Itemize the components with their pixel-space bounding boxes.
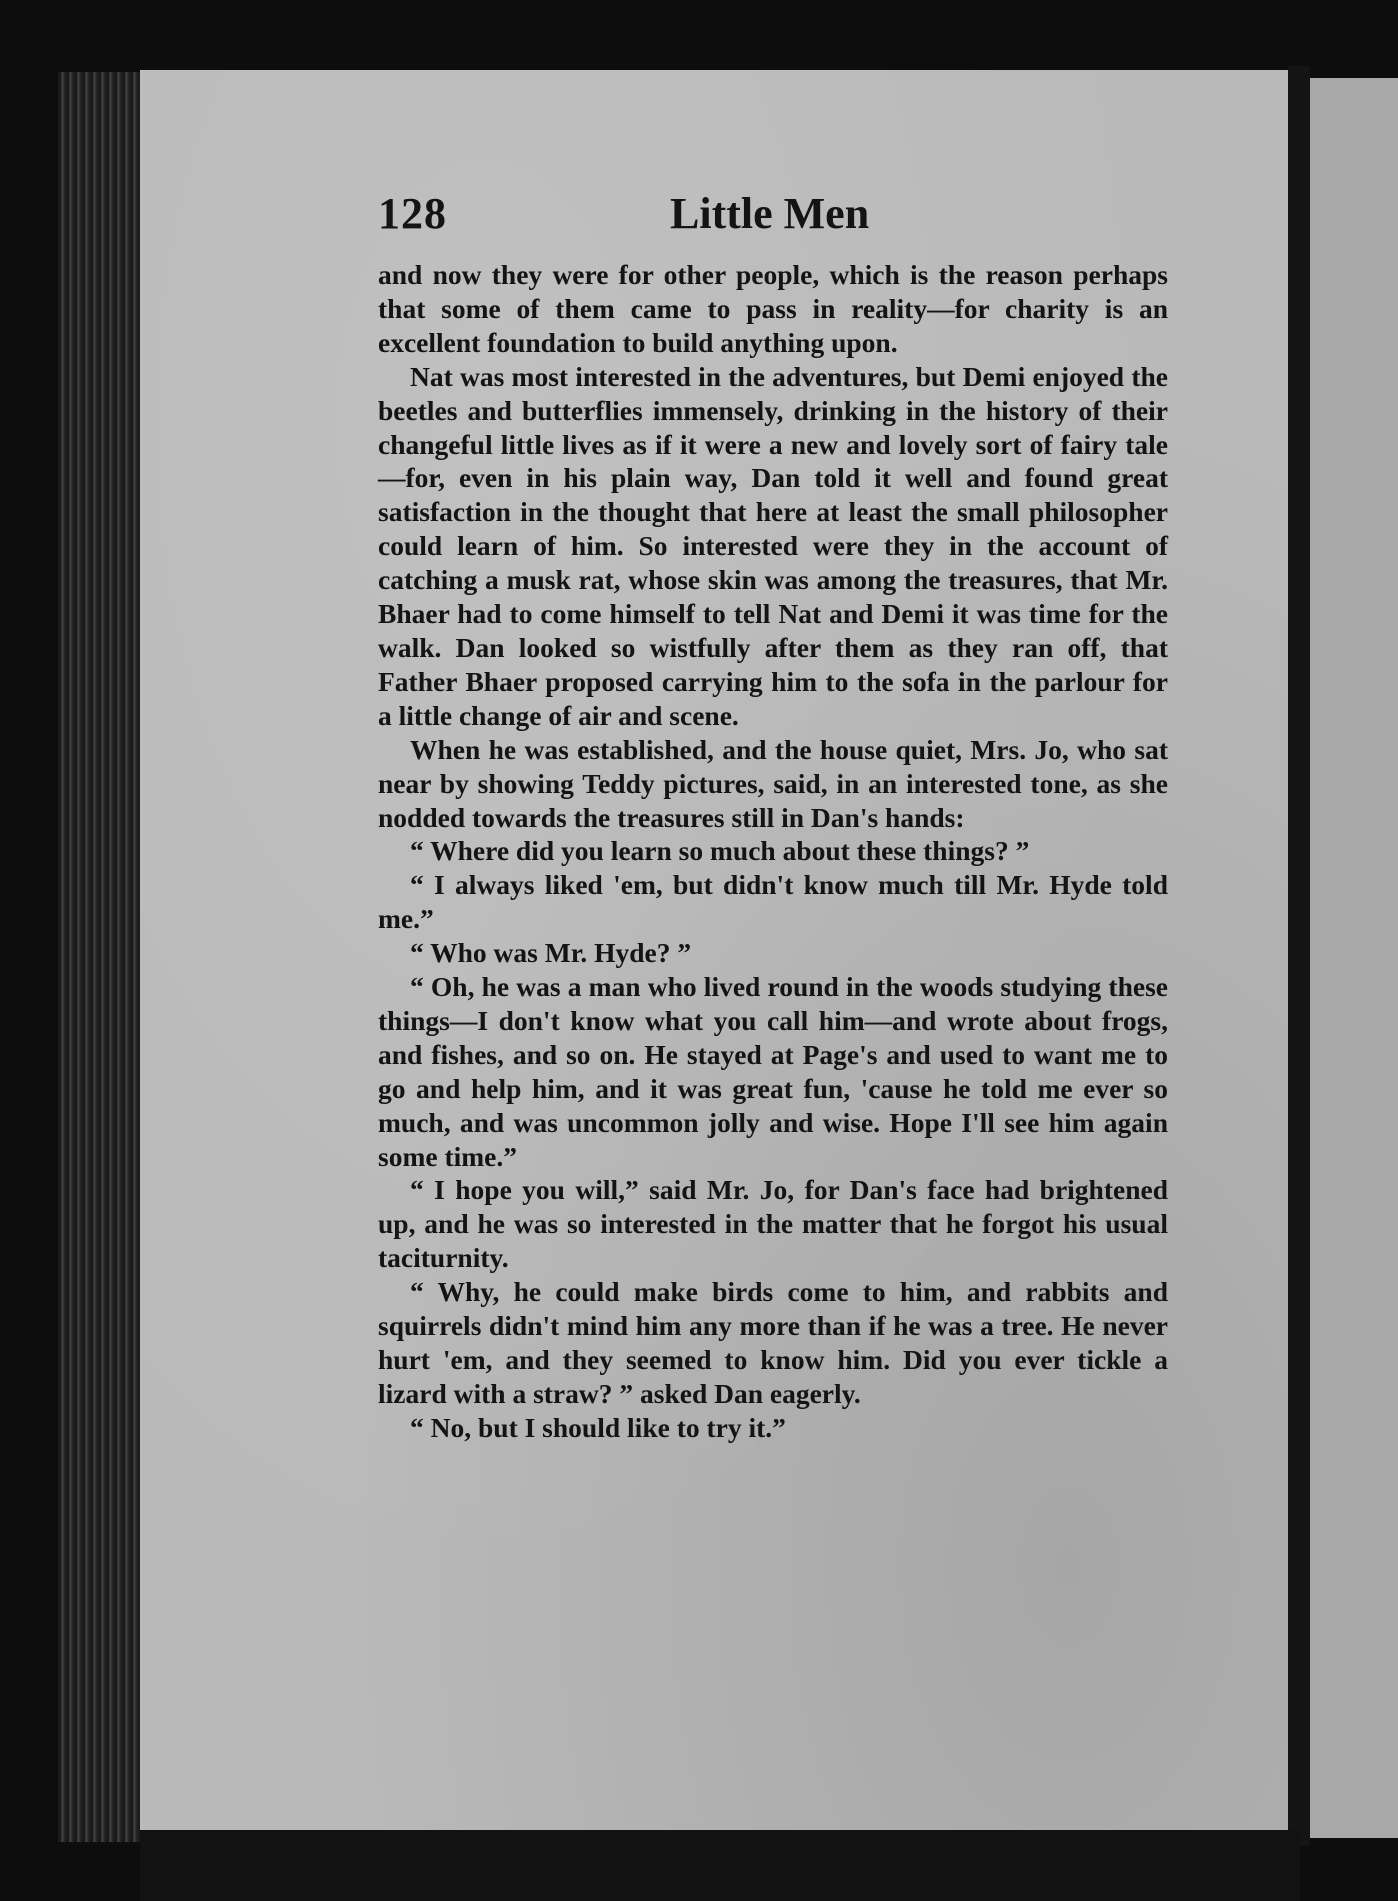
page-text-block: [378, 188, 1168, 1445]
running-head: [378, 188, 1168, 258]
paragraph: When he was established, and the house quiet, Mrs. Jo, who sat near by showing Teddy pictures, said, in an interested tone, as she nodded towards the treasures still in Dan's hands:: [378, 733, 1168, 833]
scan-bottom-border: [140, 1830, 1300, 1901]
dialogue-line: “ I always liked 'em, but didn't know much till Mr. Hyde told me.”: [378, 869, 1168, 935]
body-text: [378, 258, 1168, 1445]
paragraph: and now they were for other people, which is the reason perhaps that some of them came to pass in reality—for charity is an excellent foundation to build anything upon.: [378, 259, 1168, 358]
next-page-edge: [1310, 78, 1398, 1838]
dialogue-line: “ Oh, he was a man who lived round in the woods studying these things—I don't know what you call him—and wrote about frogs, and fishes, and so on. He stayed at Page's and used to want me to go and help him, and it was great fun, 'cause he told me ever so much, and was uncommon jolly and wise. Hope I'll see him again some time.”: [378, 971, 1168, 1172]
dialogue-line: “ Where did you learn so much about these things? ”: [410, 835, 1030, 867]
dialogue-line: “ No, but I should like to try it.”: [410, 1411, 786, 1443]
page-edges: [58, 72, 144, 1842]
book-title: Little Men: [670, 189, 870, 238]
page-number: 128: [378, 189, 447, 238]
page-gutter: [1288, 66, 1310, 1846]
dialogue-line: “ Who was Mr. Hyde? ”: [410, 937, 692, 969]
paragraph: Nat was most interested in the adventures, but Demi enjoyed the beetles and butterflies immensely, drinking in the history of their changeful little lives as if it were a new and lovely sort of fairy tale—for, even in his plain way, Dan told it well and found great satisfaction in the thought that here at least the small philosopher could learn of him. So interested were they in the account of catching a musk rat, whose skin was among the treasures, that Mr. Bhaer had to come himself to tell Nat and Demi it was time for the walk. Dan looked so wistfully after them as they ran off, that Father Bhaer proposed carrying him to the sofa in the parlour for a little change of air and scene.: [378, 360, 1168, 731]
dialogue-line: “ I hope you will,” said Mr. Jo, for Dan's face had brightened up, and he was so interested in the matter that he forgot his usual taciturnity.: [378, 1174, 1168, 1274]
dialogue-line: “ Why, he could make birds come to him, and rabbits and squirrels didn't mind him any more than if he was a tree. He never hurt 'em, and they seemed to know him. Did you ever tickle a lizard with a straw? ” asked Dan eagerly.: [378, 1276, 1168, 1409]
